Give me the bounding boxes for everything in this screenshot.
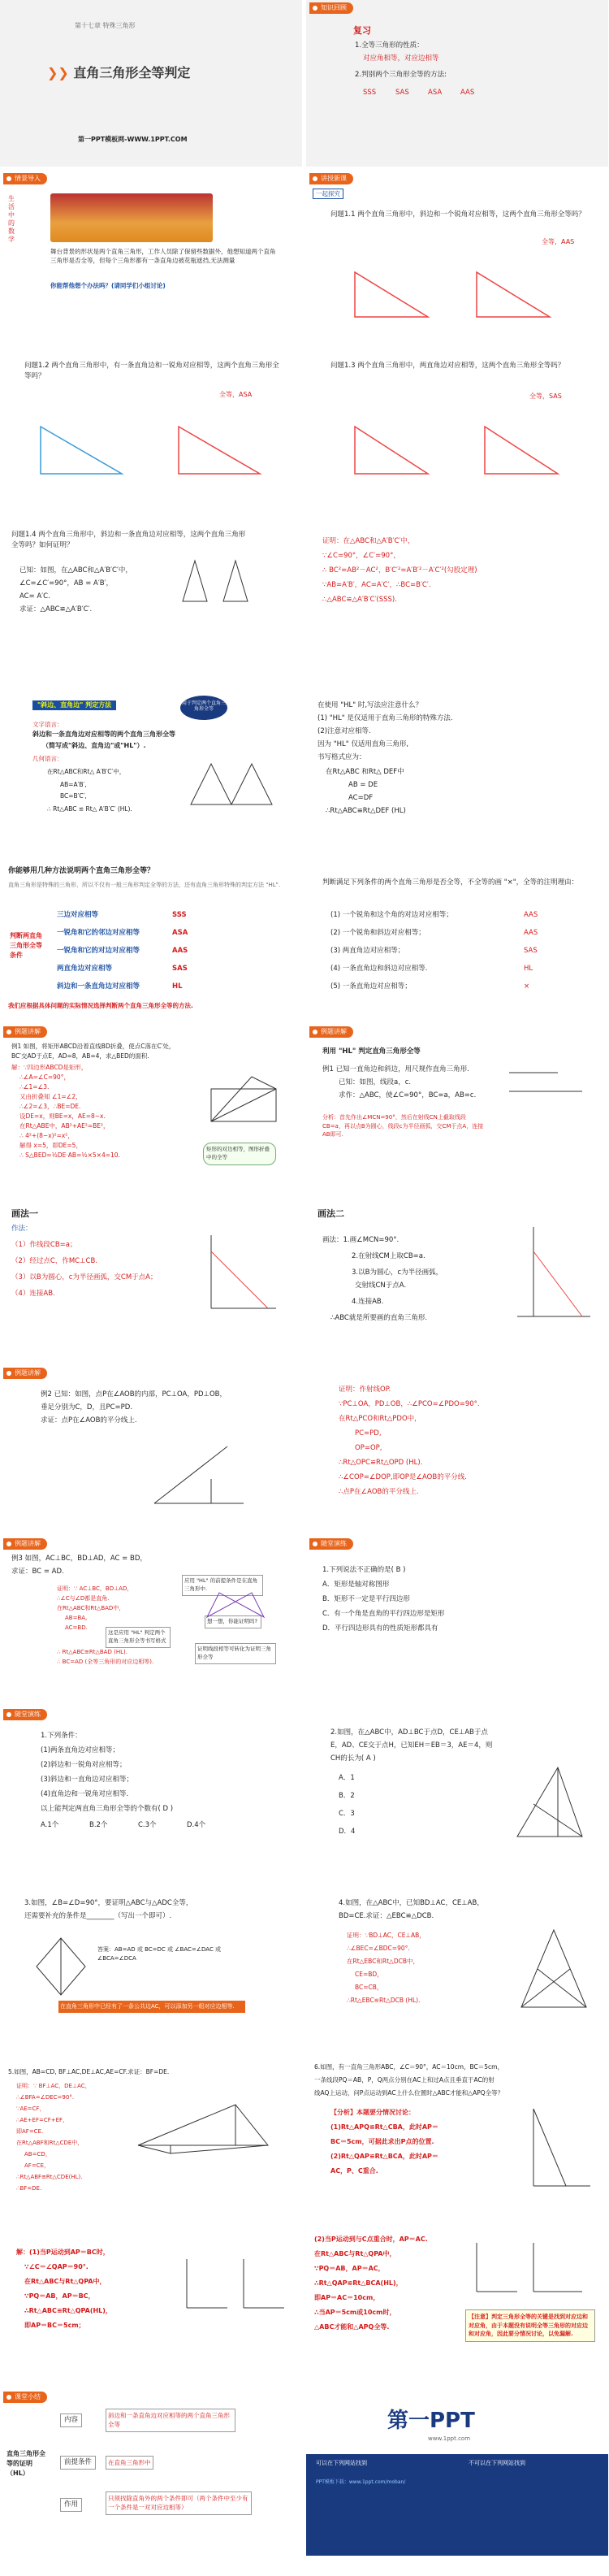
row-code: SSS [172,911,187,919]
intro-question: 你能帮他想个办法吗？(请同学们小组讨论) [50,282,166,289]
site-label: 第一PPT模板网-WWW.1PPT.COM [78,136,188,143]
figure [469,2235,590,2300]
solution-line: 解得 x=5，即DE=5， [19,1142,82,1149]
angle-figure [146,1438,252,1511]
footer-label: 可以在下列网站找到 [316,2460,367,2466]
note-line: (1) "HL" 是仅适用于直角三角形的特殊方法. [317,714,453,722]
speech-bubble: 用于判定两个直角三角形全等 [180,696,227,720]
choice[interactable]: C．3 [339,1810,355,1818]
prove-line: 求证：△ABC≌△A′B′C′. [19,605,93,614]
analysis-line: AC，P、C重合. [330,2167,378,2175]
heading: 你能够用几种方法说明两个直角三角形全等？ [8,867,155,875]
step-line: 交射线CN于点A. [355,1281,407,1290]
solution-line: ∴Rt△QAP≌Rt△BCA(HL)， [314,2279,403,2287]
method-label: AAS [460,89,475,97]
example-line: 求证：点P在∠AOB的平分线上. [41,1416,137,1425]
slide-practice-3 [306,1706,608,1873]
solution-line: 又由折叠知 ∠1=∠2， [19,1093,82,1100]
method-label: SAS [395,89,409,97]
site-url[interactable]: www.1ppt.com [428,2435,471,2442]
slide-practice-4 [0,1877,302,2044]
condition-line: (4)直角边和一锐角对应相等. [41,1790,129,1798]
slide-q14 [0,512,302,679]
slide-example2 [0,1365,302,1532]
heading: 画法一 [11,1208,38,1219]
review-line: 2.判别两个三角形全等的方法: [355,71,447,79]
slide-solution-2 [306,2218,608,2385]
slide-method2 [306,1195,608,1361]
proof-line: ∴Rt△OPC≌Rt△OPD (HL). [339,1459,423,1467]
step-line: 画法：1.画∠MCN=90°. [322,1236,400,1244]
summary-condition: 在直角三角形中 [106,2456,153,2470]
kite-figure [32,1934,89,1999]
step-line: （4）连接AB. [11,1290,55,1298]
proof-line: BC=CB， [355,1984,383,1991]
section-tab: 讲授新课 [309,173,353,184]
hint-bubble: 矩形的对边相等，图形折叠中的全等 [203,1143,276,1165]
footer-link[interactable]: PPT模板下载：www.1ppt.com/moban/ [316,2479,406,2485]
proof-line: ∴∠COP=∠DOP,即OP是∠AOB的平分线. [339,1473,467,1481]
question-line: 以上能判定两直角三角形全等的个数有( D ) [41,1805,174,1813]
judge-item: (1) 一个锐角和这个角的对边对应相等； [330,911,453,919]
proof-line: AB=BA, [65,1615,88,1621]
quad-figure [203,1589,268,1621]
solution-line: ∴ S△BED=½DE·AB=½×5×4=10. [19,1151,120,1159]
triangle-figure [509,1763,590,1845]
analysis-line: 【分析】本题要分情况讨论： [330,2109,415,2116]
solution-line: ∴ 4²+(8−x)²=x²， [19,1132,74,1139]
solution-line: 在Rt△ABC与Rt△QPA中， [24,2278,106,2285]
row-label: 两直角边对应相等 [57,965,113,973]
proof-line: ∵AB=A′B′，AC=A′C′，∴BC=B′C′. [322,581,431,589]
note-line: (2)注意对应相等. [317,727,371,735]
slide-q13 [306,341,608,508]
triangles-figure [175,553,264,609]
proof-line: 在Rt△PCO和Rt△PDO中， [339,1415,421,1423]
solution-line: 即AP＝AC＝10cm， [314,2294,380,2301]
question-text: 问题1.2 两个直角三角形中，有一条直角边和一锐角对应相等，这两个直角三角形全等吗？ [24,362,279,380]
section-tab: 情景导入 [3,173,47,184]
slide-practice-6 [0,2048,302,2214]
definition-line: （简写成"斜边、直角边"或"HL"）. [42,742,146,749]
note-line: 在Rt△ABC 和Rt△ DEF中 [326,768,404,776]
proof-line: 证明：在△ABC和△A′B′C′中， [322,537,415,545]
proof-line: ∴AE+EF=CF+EF， [16,2117,69,2123]
footer-panel [306,2454,608,2556]
proof-line: ∴点P在∠AOB的平分线上. [339,1488,419,1496]
solution-line: 设DE=x，则BE=x，AE=8−x. [19,1112,106,1120]
segments-figure [501,1060,598,1101]
analysis-line: (1)Rt△APQ≌Rt△CBA，此时AP＝ [330,2123,438,2131]
node-content: 内容 [60,2413,82,2427]
row-label: 三边对应相等 [57,911,99,919]
example-line: BC′交AD于点E，AD=8，AB=4，求△BED的面积. [11,1052,149,1060]
option-line: D．平行四边形具有的性质矩形都具有 [322,1624,438,1633]
geometry-line: 在Rt△ABC和Rt△ A′B′C′中， [47,768,126,775]
section-tab: 知识回顾 [309,2,353,14]
method-label: SSS [363,89,377,97]
proof-line: ∵PC⊥OA，PD⊥OB，∴∠PCO=∠PDO=90°. [339,1400,480,1408]
note-line: AC=DF [348,794,374,802]
given-line: ∠C=∠C′=90°，AB = A′B′， [19,579,114,588]
slide-judge [306,853,608,1020]
proof-line: ∵∠C=90°，∠C′=90°， [322,552,400,560]
step-line: （3）以B为圆心，c为半径画弧，交CM于点A； [11,1273,158,1281]
slide-proof14 [306,512,608,679]
slide-q12 [0,341,302,508]
analysis-line: (2)Rt△QAP≌Rt△BCA，此时AP＝ [330,2153,438,2160]
intro-text: 直角三角形是特殊的三角形，所以不仅有一般三角形判定全等的方法，还有直角三角形特殊的判定方法 "HL". [8,882,281,888]
step-line: （2）经过点C，作MC⊥CB. [11,1257,97,1265]
section-tab: 例题讲解 [309,1026,353,1038]
choice[interactable]: B．2 [339,1792,355,1800]
solution-line: ∵PQ＝AB，AP＝BC， [24,2292,95,2300]
review-line: 对应角相等，对应边相等 [363,54,439,63]
analysis-text: 分析：首先作出∠MCN=90°，然后在射线CN上截取线段CB=a，再以点B为圆心，线段c为半径画弧，交CM于点A，连接AB即可. [322,1114,484,1138]
slide-practice-7 [306,2048,608,2214]
proof-line: ∴△ABC≌△A′B′C′(SSS). [322,596,397,604]
proof-line: ∴∠C与∠D都是直角. [57,1595,110,1602]
figure [130,2097,276,2162]
condition-line: (3)斜边和一直角边对应相等； [41,1776,134,1784]
solution-line: ∴当AP＝5cm或10cm时， [314,2309,396,2316]
proof-line: OP=OP, [355,1444,382,1452]
stage-image [50,193,213,242]
step-line: 2.在射线CM上取CB=a. [352,1252,425,1260]
note-line: AB = DE [348,781,378,789]
question-line: 线AQ上运动，问P点运动到AC上什么位置时△ABC才能和△APQ全等？ [314,2089,504,2097]
note-line: ∴Rt△ABC≌Rt△DEF (HL) [326,807,406,815]
side-label: 直角三角形全等的证明（HL） [6,2450,45,2477]
triangles-figure [187,756,276,813]
section-tab: 例题讲解 [3,1026,47,1038]
row-label: 一锐角和它的对边对应相等 [57,947,140,955]
slide-practice-1 [306,1536,608,1702]
judge-answer: AAS [524,911,538,919]
solution-line: 解：∵四边形ABCD是矩形， [11,1064,88,1071]
proof-line: 证明：作射线OP. [339,1386,391,1394]
example-line: 已知：如图，线段a，c. [339,1078,412,1086]
proof-line: ∴∠BFA=∠DEC=90°. [16,2094,75,2101]
proof-line: 证明：∵ AC⊥BC，BD⊥AD， [57,1585,133,1592]
proof-line: 证明：∵ BF⊥AC，DE⊥AC， [16,2083,91,2089]
proof-line: 在Rt△EBC和Rt△DCB中， [347,1958,419,1965]
example-line: 求证：BC = AD. [11,1568,64,1576]
triangles-figure [330,410,590,484]
slide-hl-notes [306,683,608,849]
geometry-line: BC=B′C′, [60,792,87,800]
step-line: （1）作线段CB=a； [11,1241,77,1249]
question-line: 1.下列条件： [41,1732,82,1740]
slide-ad [306,2389,608,2556]
slide-intro [0,171,302,337]
choice[interactable]: D.4个 [187,1821,206,1829]
judge-item: (3) 两直角边对应相等； [330,947,405,955]
step-line: ∴ABC就是所要画的直角三角形. [330,1314,428,1322]
example-line: 例1 如图，将矩形ABCD沿着直线BD折叠，使点C落在C′处， [11,1043,175,1050]
slide-practice-2 [0,1706,302,1873]
proof-line: 证明：∵BD⊥AC，CE⊥AB， [347,1932,425,1939]
question-line: E，AD、CE交于点H，已知EH＝EB＝3，AE＝4，则 [330,1741,493,1750]
question-line: 1.下列说法不正确的是( B ) [322,1566,406,1574]
judge-answer: AAS [524,929,538,937]
solution-line: 在Rt△ABE中，AB²+AE²=BE²， [19,1122,110,1130]
choice[interactable]: D．4 [339,1828,356,1836]
slide-example1-construct [306,1024,608,1190]
judge-answer: × [524,982,530,991]
method-tag: "斜边、直角边" 判定方法 [32,700,116,710]
intro-text: 舞台背景的形状是两个直角三角形，工作人员除了保留些数据外，他想知道两个直角三角形是否全等，但每个三角形都有一条直角边被花瓶遮挡,无法测量 [50,248,276,265]
solution-line: ∴∠2=∠3，∴BE=DE. [19,1103,81,1110]
proof-line: ∴ BC²=AB²－AC²，B′C′²=A′B′²－A′C′²(勾股定理) [322,566,477,575]
sub-tab: 一起探究 [313,189,343,199]
analysis-line: BC＝5cm，可据此求出P点的位置. [330,2138,434,2145]
steps-label: 作法： [11,1225,32,1233]
solution-line: 解：(1)当P运动到AP＝BC时， [16,2249,110,2256]
figure [179,2251,292,2316]
proof-line: ∴Rt△ABF≌Rt△CDE(HL). [16,2174,83,2180]
proof-line: ∴ BC=AD (全等三角形的对应边相等). [57,1659,154,1665]
example-line: 求作：△ABC，使∠C=90°，BC=a，AB=c. [339,1091,477,1099]
review-line: 1.全等三角形的性质： [355,41,424,50]
proof-line: AF=CE， [24,2162,50,2169]
question-text: 问题1.3 两个直角三角形中，两直角边对应相等，这两个直角三角形全等吗？ [330,362,565,370]
condition-line: (1)两条直角边对应相等； [41,1746,120,1754]
footer-text: 我们应根据具体问题的实际情况选择判断两个直角三角形全等的方法. [8,1002,193,1009]
row-label: 斜边和一条直角边对应相等 [57,982,140,991]
solution-line: ∵PQ＝AB，AP＝AC， [314,2265,385,2272]
note-box: 【注意】判定三角形全等的关键是找到对应边和对应角，由于本题没有说明全等三角形的对应边和对应角，因此要分情况讨论，以免漏解. [465,2309,595,2342]
option-line: B．矩形不一定是平行四边形 [322,1595,410,1603]
row-code: AAS [172,947,188,955]
answer-text: 答案：AB=AD 或 BC=DC 或 ∠BAC=∠DAC 或 ∠BCA=∠DCA [97,1946,222,1962]
hint-box: 想一想，你能证明吗? [205,1615,261,1628]
solution-line: ∴Rt△ABC≌Rt△QPA(HL)， [24,2307,112,2314]
geometry-label: 几何语言： [32,755,63,762]
solution-line: 即AP＝BC＝5cm； [24,2322,85,2329]
proof-line: CE=BD， [355,1971,383,1978]
construction-figure [195,1227,284,1325]
rectangle-fold-figure [203,1073,284,1138]
geometry-line: AB=A′B′, [60,781,87,788]
question-text: 问题1.4 两个直角三角形中，斜边和一条直角边对应相等，这两个直角三角形全等吗？如何证明？ [11,531,246,549]
judge-answer: HL [524,965,533,973]
question-line: 6.如图，有一直角三角形ABC，∠C＝90°，AC＝10cm，BC＝5cm， [314,2063,503,2071]
proof-line: ∴∠BEC=∠BDC=90°. [347,1945,410,1952]
summary-content: 斜边和一条直角边对应相等的两个直角三角形全等 [106,2409,235,2432]
proof-line: AB=CD， [24,2151,51,2158]
row-label: 一锐角和它的邻边对应相等 [57,929,140,937]
text-label: 文字语言： [32,721,63,728]
hint-box: 应用 "HL" 的前提条件是在直角三角形中. [182,1575,263,1596]
heading: 画法二 [317,1208,344,1219]
slide-proof2 [306,1365,608,1532]
definition-line: 斜边和一条直角边对应相等的两个直角三角形全等 [32,731,175,738]
answer-label: 全等，ASA [219,391,253,398]
slide-summary [0,2389,302,2556]
slide-example1-fold [0,1024,302,1190]
question-text: 问题1.1 两个直角三角形中，斜边和一个锐角对应相等，这两个直角三角形全等吗？ [330,210,585,219]
note-line: 在使用 "HL" 时,写法应注意什么？ [317,701,423,709]
answer-label: 全等，AAS [542,238,575,245]
judge-item: (2) 一个锐角和斜边对应相等； [330,929,425,937]
section-tab: 随堂演练 [309,1538,353,1550]
question-line: BD=CE.求证：△EBC≌△DCB. [339,1912,434,1920]
hint-box: 证明线段相等可转化为证明三角形全等 [195,1643,276,1664]
question-line: 还需要补充的条件是________（写出一个即可）. [24,1912,172,1920]
proof-line: ∵AE=CF， [16,2105,45,2112]
slide-review [306,0,608,167]
side-label: 生活中的数学 [8,195,15,243]
solution-line: ∵∠C＝∠QAP＝90°. [24,2263,89,2270]
solution-line: (2)当P运动到与C点重合时，AP＝AC. [314,2236,428,2243]
proof-line: ∴Rt△EBC≌Rt△DCB (HL). [347,1997,421,2004]
example-line: 例3 如图，AC⊥BC，BD⊥AD，AC = BD， [11,1555,147,1563]
proof-line: ∴ Rt△ABC≌Rt△BAD (HL). [57,1649,127,1655]
slide-summary-methods [0,853,302,1020]
geometry-line: ∴ Rt△ABC ≌ Rt△ A′B′C′ (HL). [47,805,132,813]
node-condition: 前提条件 [60,2456,96,2470]
triangles-figure [24,410,284,484]
row-code: SAS [172,965,188,973]
heading: 利用 "HL" 判定直角三角形全等 [322,1047,421,1056]
judge-item: (4) 一条直角边和斜边对应相等. [330,965,428,973]
given-line: 已知：如图，在△ABC和△A′B′C′中， [19,566,132,575]
question-text: 判断满足下列条件的两个直角三角形是否全等，不全等的画 "×"，全等的注明理由： [322,878,579,887]
slide-hl-method [0,683,302,849]
example-line: 垂足分别为C，D，且PC=PD. [41,1403,133,1412]
question-line: CH的长为( A ) [330,1754,376,1763]
note-line: 书写格式应为： [317,753,366,761]
choice[interactable]: A.1个 [41,1821,59,1829]
given-line: AC= A′C. [19,592,50,601]
slide-q11 [306,171,608,337]
row-code: ASA [172,929,188,937]
slide-method1 [0,1195,302,1361]
proof-line: 即AF=CE. [16,2128,44,2135]
option-line: A．矩形是轴对称图形 [322,1581,390,1589]
lesson-title: ❯❯ 直角三角形全等判定 [47,65,191,80]
method-label: ASA [428,89,443,97]
proof-line: ∴BF=DE. [16,2185,42,2192]
section-tab: 随堂演练 [3,1709,47,1720]
review-heading: 复习 [353,25,371,36]
slide-solution-1 [0,2218,302,2385]
question-line: 3.如图，∠B=∠D=90°，要证明△ABC与△ADC全等， [24,1899,193,1907]
proof-line: 在Rt△ABC和Rt△BAD中， [57,1605,125,1611]
slide-practice-5 [306,1877,608,2044]
example-line: 例2 已知：如图，点P在∠AOB的内部，PC⊥OA，PD⊥OB， [41,1390,227,1399]
construction-figure [501,1219,598,1333]
example-line: 例1 已知一直角边和斜边，用尺规作直角三角形. [322,1065,469,1073]
step-line: 4.连接AB. [352,1298,384,1306]
question-line: 一条线段PQ＝AB，P，Q两点分别在AC上和过A点且垂直于AC的射 [314,2076,495,2084]
proof-line: AC=BD. [65,1624,88,1631]
choice[interactable]: A．1 [339,1774,355,1782]
hint-box: 这是应用 "HL" 判定两个直角三角形全等书写格式 [106,1627,171,1648]
slide-example3 [0,1536,302,1702]
slide-cover [0,0,302,167]
footer-label: 不可以在下列网站找到 [469,2460,525,2466]
figure [517,2105,598,2194]
option-line: C．有一个角是直角的平行四边形是矩形 [322,1610,445,1618]
node-use: 作用 [60,2498,82,2512]
chapter-label: 第十七章 特殊三角形 [75,22,136,29]
tip-banner: 在直角三角形中已经有了一条公共边AC，可以添加另一组对应边相等. [58,2001,245,2013]
proof-line: PC=PD, [355,1429,382,1438]
note-line: 因为 "HL" 仅适用直角三角形, [317,740,409,748]
condition-line: (2)斜边和一锐角对应相等； [41,1761,127,1769]
solution-line: ∴∠A=∠C=90°， [19,1073,70,1081]
logo-text: 第一PPT [387,2409,475,2433]
side-label: 判断两直角三角形全等条件 [10,932,42,959]
answer-label: 全等，SAS [529,392,562,400]
judge-item: (5) 一条直角边对应相等； [330,982,412,991]
section-tab: 例题讲解 [3,1538,47,1550]
question-line: 4.如图，在△ABC中，已知BD⊥AC，CE⊥AB， [339,1899,484,1907]
question-line: 5.如图，AB=CD, BF⊥AC,DE⊥AC,AE=CF.求证：BF=DE. [8,2068,170,2075]
section-tab: 例题讲解 [3,1368,47,1379]
solution-line: ∴∠1=∠3. [19,1083,50,1091]
solution-line: 在Rt△ABC与Rt△QPA中， [314,2250,396,2257]
solution-line: △ABC才能和△APQ全等. [314,2323,390,2331]
question-line: 2.如图，在△ABC中，AD⊥BC于点D，CE⊥AB于点 [330,1728,488,1737]
section-tab: 课堂小结 [3,2392,47,2403]
triangles-figure [339,260,582,325]
choice[interactable]: B.2个 [89,1821,108,1829]
row-code: HL [172,982,183,991]
proof-line: 在Rt△ABF和Rt△CDE中， [16,2140,84,2146]
choice[interactable]: C.3个 [138,1821,157,1829]
step-line: 3.以B为圆心，c为半径画弧， [352,1268,443,1277]
triangle-figure [517,1926,590,2015]
summary-use: 只须找除直角外的两个条件即可（两个条件中至少有一个条件是一对对应边相等） [106,2491,252,2515]
judge-answer: SAS [524,947,538,955]
